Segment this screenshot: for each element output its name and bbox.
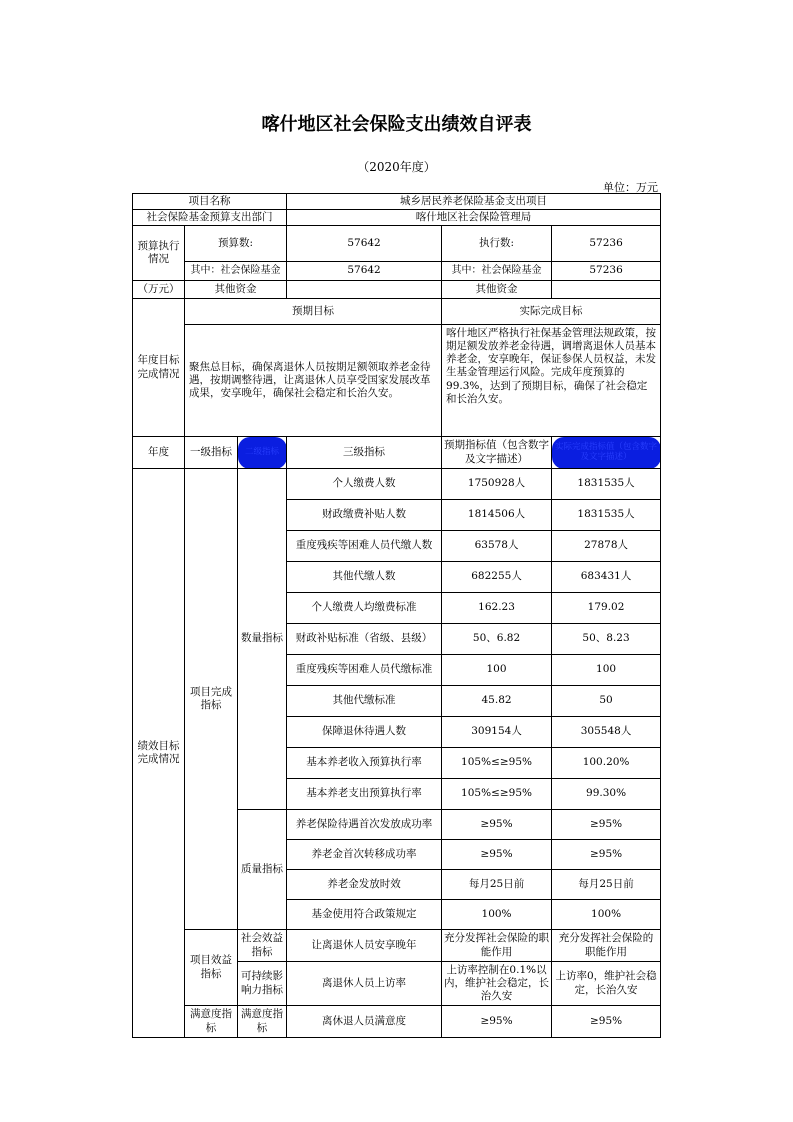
fund-label: 其中：社会保险基金: [185, 262, 287, 281]
expected-value: 每月25日前: [442, 870, 552, 900]
other-funds-budget: [287, 281, 442, 299]
actual-value: 1831535人: [552, 500, 661, 531]
perf-section-label: 绩效目标完成情况: [133, 469, 185, 1038]
actual-value: 1831535人: [552, 469, 661, 500]
actual-value: ≥95%: [552, 1006, 661, 1038]
fund-exec-value: 57236: [552, 262, 661, 281]
expected-value: 50、6.82: [442, 624, 552, 655]
actual-value: 100: [552, 655, 661, 686]
expected-value: 上访率控制在0.1%以内，维护社会稳定，长治久安: [442, 962, 552, 1006]
actual-value: 每月25日前: [552, 870, 661, 900]
indicator-name: 离休退人员满意度: [287, 1006, 442, 1038]
unit-label: 单位：万元: [603, 181, 658, 194]
indicator-name: 个人缴费人数: [287, 469, 442, 500]
indicator-name: 养老金发放时效: [287, 870, 442, 900]
indicator-name: 养老金首次转移成功率: [287, 840, 442, 870]
benefit-indicator-label: 项目效益指标: [185, 930, 238, 1006]
expected-value: 105%≤≥95%: [442, 748, 552, 779]
indicator-name: 其他代缴标准: [287, 686, 442, 717]
indicator-name: 保障退休待遇人数: [287, 717, 442, 748]
goals-section-label: 年度目标完成情况: [133, 299, 185, 437]
budget-unit-label: （万元）: [133, 281, 185, 299]
exec-label: 执行数:: [442, 226, 552, 262]
report-year: （2020年度）: [357, 160, 436, 174]
project-name-label: 项目名称: [133, 194, 287, 210]
page-title: 喀什地区社会保险支出绩效自评表: [261, 114, 532, 135]
header-actual: 实际完成指标值（包含数字及文字描述）: [552, 437, 661, 469]
indicator-name: 重度残疾等困难人员代缴标准: [287, 655, 442, 686]
expected-goal-text: 聚焦总目标，确保离退休人员按期足额领取养老金待遇，按期调整待遇，让离退休人员享受国家发展改革成果，安享晚年，确保社会稳定和长治久安。: [185, 325, 442, 437]
expected-value: 162.23: [442, 593, 552, 624]
budget-section-label: 预算执行情况: [133, 226, 185, 281]
actual-value: 683431人: [552, 562, 661, 593]
expected-value: 63578人: [442, 531, 552, 562]
expected-value: 100: [442, 655, 552, 686]
indicator-name: 基本养老收入预算执行率: [287, 748, 442, 779]
indicator-name: 基本养老支出预算执行率: [287, 779, 442, 810]
expected-value: 105%≤≥95%: [442, 779, 552, 810]
fund-label-2: 其中：社会保险基金: [442, 262, 552, 281]
completion-indicator-label: 项目完成指标: [185, 469, 238, 930]
indicator-name: 个人缴费人均缴费标准: [287, 593, 442, 624]
expected-goal-header: 预期目标: [185, 299, 442, 325]
expected-value: 1814506人: [442, 500, 552, 531]
actual-value: 179.02: [552, 593, 661, 624]
header-level3: 三级指标: [287, 437, 442, 469]
satisfaction-sub-label: 满意度指标: [238, 1006, 287, 1038]
expected-value: ≥95%: [442, 1006, 552, 1038]
actual-value: 100%: [552, 900, 661, 930]
social-benefit-label: 社会效益指标: [238, 930, 287, 962]
actual-value: 305548人: [552, 717, 661, 748]
quality-indicator-label: 质量指标: [238, 810, 287, 930]
actual-value: 27878人: [552, 531, 661, 562]
expected-value: 45.82: [442, 686, 552, 717]
expected-value: 682255人: [442, 562, 552, 593]
header-year: 年度: [133, 437, 185, 469]
other-funds-label-2: 其他资金: [442, 281, 552, 299]
indicator-name: 重度残疾等困难人员代缴人数: [287, 531, 442, 562]
satisfaction-indicator-label: 满意度指标: [185, 1006, 238, 1038]
sustainability-label: 可持续影响力指标: [238, 962, 287, 1006]
indicator-name: 基金使用符合政策规定: [287, 900, 442, 930]
other-funds-label: 其他资金: [185, 281, 287, 299]
table-row: [133, 1006, 661, 1038]
actual-value: ≥95%: [552, 840, 661, 870]
expected-value: 309154人: [442, 717, 552, 748]
actual-value: 99.30%: [552, 779, 661, 810]
indicator-name: 离退休人员上访率: [287, 962, 442, 1006]
expected-value: 100%: [442, 900, 552, 930]
expected-value: ≥95%: [442, 810, 552, 840]
header-expected: 预期指标值（包含数字及文字描述）: [442, 437, 552, 469]
table-row: [133, 930, 661, 962]
other-funds-exec: [552, 281, 661, 299]
indicator-name: 让离退休人员安享晚年: [287, 930, 442, 962]
expected-value: 1750928人: [442, 469, 552, 500]
expected-value: ≥95%: [442, 840, 552, 870]
actual-value: 50、8.23: [552, 624, 661, 655]
actual-value: ≥95%: [552, 810, 661, 840]
actual-goal-header: 实际完成目标: [442, 299, 661, 325]
indicator-name: 养老保险待遇首次发放成功率: [287, 810, 442, 840]
project-name-value: 城乡居民养老保险基金支出项目: [287, 194, 661, 210]
header-level2: 二级指标: [238, 437, 287, 469]
actual-goal-text: 喀什地区严格执行社保基金管理法规政策，按期足额发放养老金待遇，调增离退休人员基本养老金，安享晚年，保证参保人员权益，未发生基金管理运行风险。完成年度预算的99.3%，达到了预期目标，确保了社会稳定和长治久安。: [442, 325, 661, 437]
expected-value: 充分发挥社会保险的职能作用: [442, 930, 552, 962]
actual-value: 充分发挥社会保险的职能作用: [552, 930, 661, 962]
actual-value: 上访率0，维护社会稳定，长治久安: [552, 962, 661, 1006]
quantity-indicator-label: 数量指标: [238, 469, 287, 810]
budget-label: 预算数:: [185, 226, 287, 262]
indicator-name: 财政补贴标准（省级、县级）: [287, 624, 442, 655]
header-level1: 一级指标: [185, 437, 238, 469]
fund-budget-value: 57642: [287, 262, 442, 281]
exec-value: 57236: [552, 226, 661, 262]
dept-value: 喀什地区社会保险管理局: [287, 210, 661, 226]
indicator-name: 其他代缴人数: [287, 562, 442, 593]
actual-value: 100.20%: [552, 748, 661, 779]
table-row: [133, 469, 661, 500]
performance-table: [132, 193, 661, 1038]
budget-value: 57642: [287, 226, 442, 262]
actual-value: 50: [552, 686, 661, 717]
indicator-name: 财政缴费补贴人数: [287, 500, 442, 531]
dept-label: 社会保险基金预算支出部门: [133, 210, 287, 226]
